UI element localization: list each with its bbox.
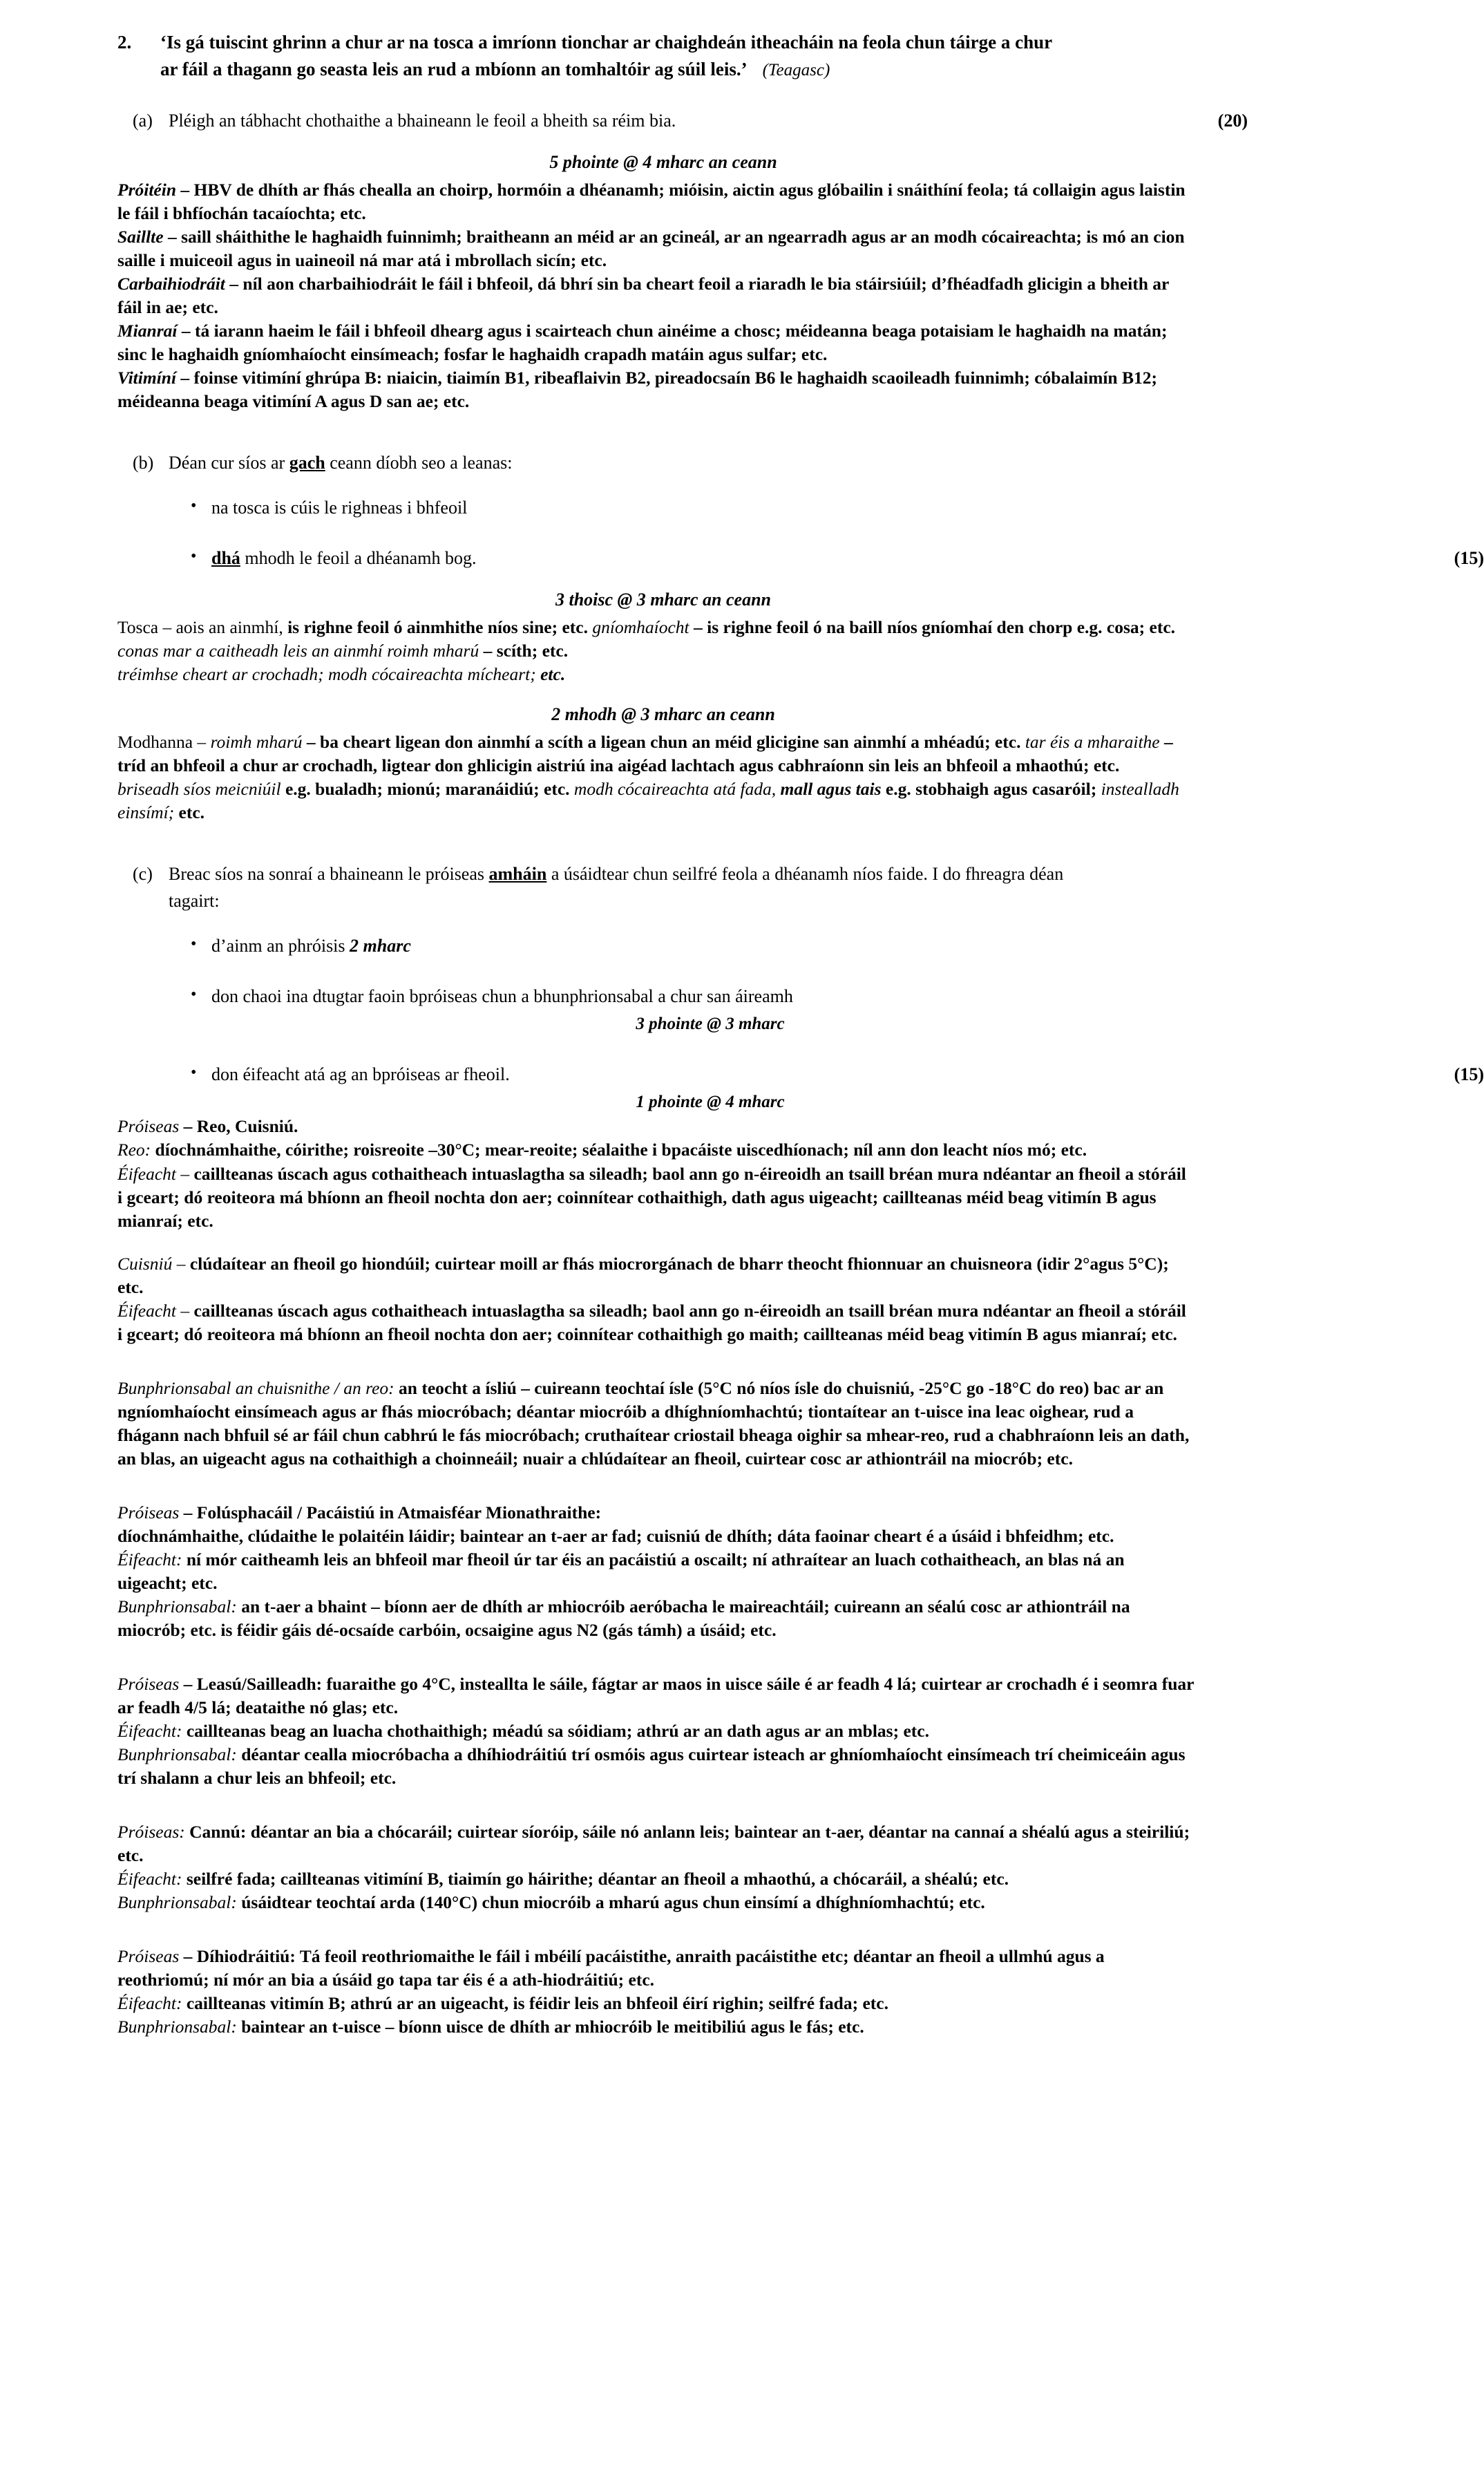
bullet-underline: dhá	[211, 548, 240, 569]
question-stem	[160, 29, 1065, 84]
line-term: Cuisniú –	[117, 1253, 186, 1274]
process-line-freezing-detail	[117, 1138, 1195, 1162]
process-label: Próiseas	[117, 1946, 180, 1967]
answer-ital-1: roimh mharú	[210, 732, 307, 753]
part-a-body	[169, 107, 1248, 134]
line-term: Éifeacht:	[117, 1993, 182, 2014]
answer-ital-1: briseadh síos meicniúil	[117, 779, 285, 800]
spacer	[117, 84, 1209, 107]
answer-toughness-factors-cont	[117, 663, 1195, 686]
process-label: Próiseas	[117, 1116, 180, 1137]
answer-term: Mianraí	[117, 321, 178, 341]
bullet-text: d’ainm an phróisis	[211, 936, 350, 956]
answer-ital-2: modh cócaireachta atá fada,	[573, 779, 781, 800]
part-a-marks: (20)	[1217, 110, 1248, 131]
answer-ital-1: gníomhaíocht	[592, 617, 694, 638]
answer-protein	[117, 178, 1195, 225]
part-a-text: Pléigh an tábhacht chothaithe a bhaineann le feoil a bheith sa réim bia.	[169, 110, 676, 131]
process-sep: –	[179, 1946, 197, 1967]
bullet-text: na tosca is cúis le righneas i bhfeoil	[211, 498, 468, 518]
part-b-lead-before: Déan cur síos ar	[169, 453, 289, 473]
spacer	[117, 824, 1209, 860]
line-body-text: clúdaítear an fheoil go hiondúil; cuirtear moill ar fhás miocrorgánach de bharr theocht fhionnuar an chuisneora (idir 2°agus 5°C); etc.	[117, 1253, 1169, 1297]
process-heading-canning	[117, 1820, 1195, 1867]
bullet-scheme-note: 1 phointe @ 4 mharc	[636, 1092, 785, 1111]
part-b-bullet-list	[117, 494, 1484, 572]
process-sep: –	[179, 1116, 197, 1137]
answer-tenderising-methods-cont	[117, 777, 1195, 824]
answer-ital-only: tréimhse cheart ar crochadh; modh cócaireachta mícheart;	[117, 664, 541, 685]
line-body-text: an teocht a ísliú – cuireann teochtaí ísle (5°C nó níos ísle do chuisniú, -25°C go -18°C do reo) bac ar an ngníomhaíocht einsímeach agus ar fhás miocróbach; déantar miocróib a dhíghníomhachtú; tiontaítear an t-uisce ina leac oighear, rud a fhágann nach bhfuil sé ar fáil chun cabhrú le fás miocróbach; cruthaítear criostail bheaga oighir sa mhear-reo, rud a chabhraíonn leis an dath, an blas, an uigeacht agus na cothaithigh a choinneáil; nuair a chlúdaítear an fheoil, cuirtear cosc ar athiontráil na miocrób; etc.	[117, 1377, 1190, 1469]
answer-ital-2: tar éis a mharaithe	[1025, 732, 1164, 753]
answer-dash: –	[177, 321, 195, 341]
answer-tenderising-methods	[117, 730, 1195, 777]
list-item	[211, 1061, 1484, 1115]
answer-bold-3: etc.	[178, 802, 205, 823]
list-item	[211, 545, 1484, 572]
answer-bold-2: – is righne feoil ó na baill níos gníomhaí den chorp e.g. cosa; etc.	[694, 617, 1176, 638]
answer-bolditalic-2: mall agus tais	[780, 779, 886, 800]
line-term: Bunphrionsabal:	[117, 1744, 237, 1765]
line-term: Éifeacht –	[117, 1163, 190, 1184]
answer-term: Saillte	[117, 226, 164, 247]
process-heading-freezing	[117, 1115, 1195, 1138]
line-body-text: díochnámhaithe, clúdaithe le polaitéin láidir; baintear an t-aer ar fad; cuisniú de dhíth; dáta faoinar cheart é a úsáid i bhfeidhm; etc.	[117, 1525, 1114, 1546]
answer-ital-3: instealladh einsímí;	[117, 779, 1179, 823]
process-line-dehydration-principle	[117, 2015, 1195, 2039]
part-a-scheme-heading: 5 phointe @ 4 mharc an ceann	[549, 151, 777, 172]
process-line-vacuum-detail	[117, 1525, 1195, 1548]
part-b-marks: (15)	[1454, 548, 1484, 569]
part-b-row	[117, 449, 1209, 476]
process-line-vacuum-principle	[117, 1595, 1195, 1642]
spacer	[117, 413, 1209, 449]
process-line-chilling-principle	[117, 1377, 1195, 1471]
list-item	[211, 932, 1209, 959]
process-heading-vacuum-packing	[117, 1501, 1195, 1525]
process-line-canning-effect	[117, 1867, 1195, 1891]
line-term: Éifeacht:	[117, 1721, 182, 1742]
process-heading-dehydration	[117, 1945, 1195, 1992]
process-sep: –	[179, 1674, 197, 1695]
answer-bold-1: e.g. bualadh; mionú; maranáidiú; etc.	[285, 779, 574, 800]
process-label: Próiseas	[117, 1674, 180, 1695]
answer-vitamins	[117, 366, 1195, 413]
bullet-scheme-note: 3 phointe @ 3 mharc	[636, 1015, 785, 1034]
line-term: Éifeacht –	[117, 1300, 190, 1321]
part-b-label: (b)	[133, 453, 154, 473]
line-term: Éifeacht:	[117, 1869, 182, 1889]
answer-body: tá iarann haeim le fáil i bhfeoil dhearg agus i scairteach chun ainéime a chosc; méideanna beaga potaisiam le haghaidh na matán; sinc le haghaidh gníomhaíocht einsímeach; fosfar le haghaidh crapadh matáin agus sulfar; etc.	[117, 321, 1168, 365]
line-term: Bunphrionsabal:	[117, 2017, 237, 2037]
part-c-row	[117, 860, 1209, 914]
process-sep: –	[179, 1502, 197, 1522]
answer-term: Vitimíní	[117, 368, 177, 388]
line-body-text: seilfré fada; caillteanas vitimíní B, tiaimín go háirithe; déantar an fheoil a mhaothú, a chócaráil, a shéalú; etc.	[186, 1869, 1009, 1889]
part-b-body	[169, 449, 1067, 476]
answer-dash: –	[225, 274, 243, 294]
part-c-lead-underline: amháin	[488, 864, 547, 885]
part-c-body	[169, 860, 1067, 914]
answer-bold-2: – tríd an bhfeoil a chur ar crochadh, ligtear don ghlicigin aistriú ina aigéad lachtach agus cabhraíonn sin leis an bhfeoil a mhaothú; etc.	[117, 732, 1173, 776]
part-a-row	[117, 107, 1248, 134]
line-term: Reo:	[117, 1140, 151, 1160]
question-number: 2.	[117, 32, 132, 53]
answer-body: níl aon charbaihiodráit le fáil i bhfeoil, dá bhrí sin ba cheart feoil a riaradh le bia stáirsiúil; d’fhéadfadh glicigin a bheith ar fáil in ae; etc.	[117, 274, 1169, 318]
part-b-scheme-heading-2: 2 mhodh @ 3 mharc an ceann	[551, 704, 775, 725]
process-title: Díhiodráitiú: Tá feoil reothriomaithe le fáil i mbéilí pacáistithe, anraith pacáistithe etc; déantar an fheoil a ullmhú agus a reothriomú; ní mór an bia a úsáid go tapa tar éis é a ath-hiodráitiú; etc.	[117, 1946, 1105, 1990]
process-line-chilling-detail	[117, 1252, 1195, 1299]
line-term: Bunphrionsabal:	[117, 1596, 237, 1616]
answer-bold-tail: etc.	[540, 664, 566, 685]
process-title: Cannú: déantar an bia a chócaráil; cuirtear síoróip, sáile nó anlann leis; baintear an t-aer, déantar na cannaí a shéalú agus a steiriliú; etc.	[117, 1822, 1190, 1866]
part-c-lead-before: Breac síos na sonraí a bhaineann le próiseas	[169, 864, 489, 885]
process-line-curing-principle	[117, 1743, 1195, 1790]
line-body-text: caillteanas vitimín B; athrú ar an uigeacht, is féidir leis an bhfeoil éirí righin; seilfré fada; etc.	[186, 1993, 888, 2014]
line-body-text: baintear an t-uisce – bíonn uisce de dhíth ar mhiocróib le meitibiliú agus le fás; etc.	[241, 2017, 864, 2037]
line-body-text: an t-aer a bhaint – bíonn aer de dhíth ar mhiocróib aeróbacha le maireachtáil; cuireann an séalú cosc ar athiontráil na miocrób; etc. is féidir gáis dé-ocsaíde carbóin, ocsaigine agus N2 (gás támh) a úsáid; etc.	[117, 1596, 1130, 1640]
part-c-bullet-list	[117, 932, 1484, 1115]
part-a-label: (a)	[133, 110, 153, 131]
bullet-text: mhodh le feoil a dhéanamh bog.	[240, 548, 477, 569]
question-stem-text: ‘Is gá tuiscint ghrinn a chur ar na tosca a imríonn tionchar ar chaighdeán itheacháin na feola chun táirge a chur ar fáil a thagann go seasta leis an rud a mbíonn an tomhaltóir ag súil leis.’	[160, 32, 1052, 80]
answer-body: HBV de dhíth ar fhás chealla an choirp, hormóin a dhéanamh; mióisin, aictin agus glóbailin i snáithíní feola; tá collaigin agus laistin le fáil i bhfíochán tacaíochta; etc.	[117, 179, 1186, 223]
answer-ital-2: conas mar a caitheadh leis an ainmhí roimh mharú	[117, 641, 484, 661]
bullet-text: don chaoi ina dtugtar faoin bpróiseas chun a bhunphrionsabal a chur san áireamh	[211, 986, 793, 1007]
line-body-text: caillteanas úscach agus cothaitheach intuaslagtha sa sileadh; baol ann go n-éireoidh an tsaill bréan mura ndéantar an fheoil a stóráil i gceart; dó reoiteora má bhíonn an fheoil nochta don aer; coinnítear cothaithigh go maith; caillteanas méid beag vitimín B agus mianraí; etc.	[117, 1300, 1186, 1344]
part-c-label: (c)	[133, 864, 153, 885]
answer-toughness-factors	[117, 616, 1195, 663]
process-heading-curing	[117, 1672, 1195, 1719]
process-title: Leasú/Sailleadh: fuaraithe go 4°C, insteallta le sáile, fágtar ar maos in uisce sáile é ar feadh 4 lá; cuirtear ar crochadh é i seomra fuar ar feadh 4/5 lá; deataithe nó glas; etc.	[117, 1674, 1195, 1718]
answer-body: foinse vitimíní ghrúpa B: niaicin, tiaimín B1, ribeaflaivin B2, pireadocsaín B6 le haghaidh scaoileadh fuinnimh; cóbalaimín B12; méideanna beaga vitimíní A agus D san ae; etc.	[117, 368, 1157, 412]
part-b-scheme-heading-1: 3 thoisc @ 3 mharc an ceann	[555, 590, 771, 610]
answer-bold-2: e.g. stobhaigh agus casaróil;	[885, 779, 1101, 800]
answer-body: saill sháithithe le haghaidh fuinnimh; braitheann an méid ar an gcineál, ar an ngearradh agus ar an modh cócaireachta; is mó an cion saille i muiceoil agus in uaineoil ná mar atá i mbrollach sicín; etc.	[117, 226, 1185, 270]
bullet-emphasis: 2 mharc	[350, 936, 411, 956]
process-label: Próiseas:	[117, 1822, 185, 1842]
process-line-freezing-effect	[117, 1162, 1195, 1233]
list-item	[211, 494, 1209, 521]
process-line-canning-principle	[117, 1891, 1195, 1914]
answer-term: Carbaihiodráit	[117, 274, 225, 294]
answer-dash: –	[176, 179, 194, 200]
process-line-dehydration-effect	[117, 1992, 1195, 2015]
answer-bold-3: – scíth; etc.	[483, 641, 569, 661]
answer-fats	[117, 225, 1195, 272]
line-body-text: caillteanas úscach agus cothaitheach intuaslagtha sa sileadh; baol ann go n-éireoidh an tsaill bréan mura ndéantar an fheoil a stóráil i gceart; dó reoiteora má bhíonn an fheoil nochta don aer; coinnítear cothaithigh, dath agus uigeacht; caillteanas méid beag vitimín B agus mianraí; etc.	[117, 1163, 1186, 1231]
process-line-vacuum-effect	[117, 1548, 1195, 1595]
process-line-curing-effect	[117, 1719, 1195, 1743]
question-stem-row	[117, 29, 1209, 84]
answer-bold-1: is righne feoil ó ainmhithe níos sine; etc.	[287, 617, 593, 638]
part-c-lead-after: a úsáidtear chun seilfré feola a dhéanamh níos faide. I do fhreagra déan tagairt:	[169, 864, 1064, 912]
line-term: Éifeacht:	[117, 1549, 182, 1569]
answer-lead: Tosca – aois an ainmhí,	[117, 617, 288, 638]
answer-dash: –	[176, 368, 194, 388]
line-body-text: caillteanas beag an luacha chothaithigh; méadú sa sóidiam; athrú ar an dath agus ar an mblas; etc.	[186, 1721, 929, 1742]
answer-bold-1: – ba cheart ligean don ainmhí a scíth a ligean chun an méid glicigine san ainmhí a mhéadú; etc.	[306, 732, 1025, 753]
process-label: Próiseas	[117, 1502, 180, 1522]
part-b-lead-after: ceann díobh seo a leanas:	[325, 453, 513, 473]
question-source: (Teagasc)	[762, 61, 830, 80]
line-term: Bunphrionsabal:	[117, 1892, 237, 1913]
bullet-text: don éifeacht atá ag an bpróiseas ar fheoil.	[211, 1064, 510, 1084]
line-body-text: úsáidtear teochtaí arda (140°C) chun miocróib a mharú agus chun einsímí a dhíghníomhachtú; etc.	[241, 1892, 985, 1913]
process-title: Folúsphacáil / Pacáistiú in Atmaisféar Mionathraithe:	[196, 1502, 602, 1522]
line-body-text: ní mór caitheamh leis an bhfeoil mar fheoil úr tar éis an pacáistiú a oscailt; ní athraítear an luach cothaitheach, an blas ná an uigeacht; etc.	[117, 1549, 1125, 1593]
answer-carbohydrate	[117, 272, 1195, 319]
answer-term: Próitéin	[117, 179, 177, 200]
answer-lead: Modhanna –	[117, 732, 211, 753]
part-c-marks: (15)	[1454, 1064, 1484, 1084]
process-title: Reo, Cuisniú.	[196, 1116, 298, 1137]
line-body-text: déantar cealla miocróbacha a dhíhiodráitiú trí osmóis agus cuirtear isteach ar ghníomhaíocht einsímeach trí cheimiceáin agus trí shalann a chur leis an bhfeoil; etc.	[117, 1744, 1186, 1789]
answer-dash: –	[163, 226, 182, 247]
line-body-text: díochnámhaithe, cóirithe; roisreoite –30°C; mear-reoite; séalaithe i bpacáiste uiscedhíonach; níl ann don leacht níos mó; etc.	[155, 1140, 1087, 1160]
part-b-lead-underline: gach	[289, 453, 325, 473]
answer-minerals	[117, 319, 1195, 366]
list-item	[211, 983, 1209, 1037]
process-line-chilling-effect	[117, 1299, 1195, 1346]
line-term: Bunphrionsabal an chuisnithe / an reo:	[117, 1377, 394, 1398]
